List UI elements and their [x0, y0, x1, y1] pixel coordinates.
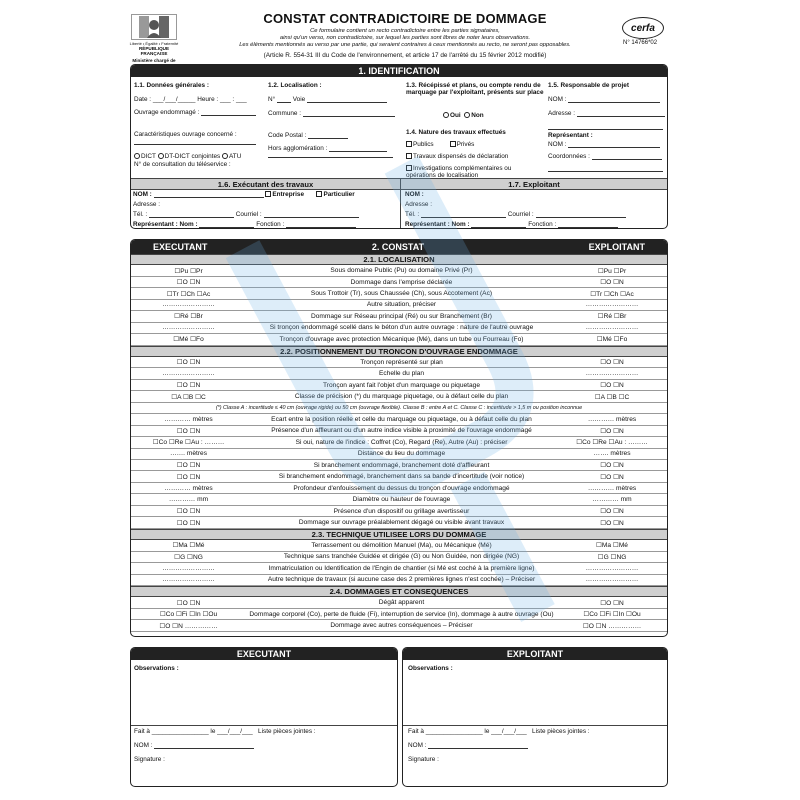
exploitant-answer[interactable]: ☐O ☐N — [600, 508, 624, 516]
label: Commune : — [268, 110, 302, 117]
exploitant-answer[interactable]: ☐O ☐N …………… — [582, 622, 642, 630]
constat-row — [131, 460, 667, 471]
label: NOM : — [134, 742, 153, 749]
exploitant-answer[interactable]: ☐Ma ☐Mé — [596, 542, 628, 550]
constat-row — [131, 506, 667, 517]
constat-row — [131, 575, 667, 586]
label: Voie — [292, 96, 306, 103]
row-label: Diamètre ou hauteur de l'ouvrage — [352, 496, 451, 504]
label: Publics — [413, 141, 434, 148]
subsection-title: 2.4. DOMMAGES ET CONSEQUENCES — [131, 586, 667, 597]
particulier-checkbox[interactable] — [316, 191, 322, 197]
executant-answer[interactable]: ☐O ☐N — [176, 462, 201, 470]
entreprise-checkbox[interactable] — [265, 191, 271, 197]
executant-answer[interactable]: ☐Mé ☐Fo — [173, 336, 204, 344]
resp-nom-input[interactable] — [568, 102, 660, 103]
constat-row — [131, 472, 667, 483]
label: Courriel : — [235, 211, 262, 218]
label: Privés — [456, 141, 475, 148]
label: NOM : — [133, 191, 152, 198]
col-executant: EXECUTANT — [153, 242, 208, 252]
exploitant-answer[interactable]: ………… mètres — [587, 484, 637, 492]
exploitant-answer[interactable]: ☐O ☐N — [600, 599, 624, 607]
exploitant-answer[interactable]: …………………… — [585, 370, 639, 378]
exploitant-answer[interactable]: ☐O ☐N — [600, 359, 624, 367]
exploitant-answer[interactable]: ☐Co ☐Fi ☐In ☐Ou — [583, 611, 641, 619]
exploitant-answer[interactable]: ☐Mé ☐Fo — [596, 336, 628, 344]
label: Représentant : Nom : — [405, 221, 470, 228]
exploitant-answer[interactable]: ☐O ☐N — [600, 519, 624, 527]
row-label: Si tronçon endommagé scellé dans le béton d'un autre ouvrage : nature de l'autre ouvrage — [269, 324, 534, 332]
num: 1.4. — [406, 129, 417, 136]
executant-answer[interactable]: ☐O ☐N — [176, 382, 201, 390]
constat-row — [131, 334, 667, 345]
constat-row — [131, 540, 667, 551]
constat-row — [131, 277, 667, 288]
executant-answer[interactable]: …………………… — [162, 301, 215, 309]
label: Oui — [450, 112, 461, 119]
label: Adresse : — [405, 201, 432, 208]
dispenses-checkbox[interactable] — [406, 153, 412, 159]
row-label: Profondeur d'enfouissement du dessus du tronçon d'ouvrage endommagé — [293, 484, 510, 492]
heading: Localisation : — [280, 82, 322, 89]
executant-answer[interactable]: ☐O ☐N — [176, 599, 201, 607]
row-label: Autre situation, préciser — [366, 301, 437, 309]
constat-row — [131, 517, 667, 528]
nom-input[interactable] — [154, 748, 254, 749]
constat-row — [131, 483, 667, 494]
executant-answer[interactable]: ☐Co ☐Fi ☐In ☐Ou — [159, 611, 218, 619]
label: Particulier — [323, 191, 355, 198]
executant-answer[interactable]: ☐Co ☐Re ☐Au : ……… — [152, 439, 225, 447]
row-label: Si oui, nature de l'indice : Coffret (Co), Regard (Re), Autre (Au) : préciser — [295, 438, 508, 446]
date-field[interactable]: Date : ___/___/_____ Heure : ___ : ___ — [134, 96, 247, 103]
label: DICT — [141, 153, 156, 160]
row-label: Echelle du plan — [378, 370, 425, 378]
coord-input[interactable] — [592, 159, 662, 160]
heading: Données générales : — [146, 82, 209, 89]
constat-row — [131, 563, 667, 574]
ministry: Ministère chargé de — [132, 58, 176, 64]
num: 1.2. — [268, 82, 279, 89]
row-label: Classe de précision (*) du marquage piquetage, ou à défaut celle du plan — [294, 393, 509, 401]
exploitant-answer[interactable]: …………………… — [585, 576, 639, 584]
label: Caractéristiques ouvrage concerné : — [134, 131, 237, 138]
atu-radio[interactable] — [222, 153, 228, 159]
executant-answer[interactable]: ☐A ☐B ☐C — [171, 393, 206, 401]
label: NOM : — [548, 141, 567, 148]
commune-input[interactable] — [303, 116, 395, 117]
label: Tél. : — [133, 211, 148, 218]
row-label: Présence d'un affleurant ou d'un autre indice visible à proximité de l'ouvrage endommagé — [271, 427, 532, 435]
row-label: Dommage sur Réseau principal (Ré) ou sur Branchement (Br) — [310, 312, 493, 320]
row-label: Distance du lieu du dommage — [357, 450, 446, 458]
constat-row — [131, 357, 667, 368]
label: Hors agglomération : — [268, 145, 328, 152]
exploitant-answer[interactable]: ☐Ré ☐Br — [597, 313, 627, 321]
sub-title: 1.7. Exploitant — [401, 179, 667, 190]
row-label: Dégât apparent — [378, 599, 425, 607]
intro-line: Les éléments mentionnés au verso par une partie, qui seraient contraires à ceux mentionnés au recto, ne seront pas opposables. — [239, 41, 571, 48]
label: Observations : — [408, 665, 453, 672]
label: DT-DICT conjointes — [164, 153, 221, 160]
label: Travaux dispensés de déclaration — [413, 153, 509, 160]
consult-field[interactable]: N° de consultation du téléservice : — [134, 161, 231, 168]
heading: Nature des travaux effectués — [418, 129, 506, 136]
executant-answer[interactable]: ☐Tr ☐Ch ☐Ac — [166, 290, 211, 298]
identification-section — [130, 64, 668, 229]
constat-row — [131, 449, 667, 460]
num: 1.1. — [134, 82, 145, 89]
row-label: Sous domaine Public (Pu) ou domaine Privé (Pr) — [330, 267, 473, 275]
section-title: 2. CONSTAT — [371, 242, 425, 252]
row-label: Dommage corporel (Co), perte de fluide (Fi), interruption de service (In), dommage à autre ouvrage (Ou) — [249, 610, 554, 618]
resp-adresse-input[interactable] — [577, 116, 665, 117]
heading: Responsable de projet — [560, 82, 629, 89]
label: NOM : — [408, 742, 427, 749]
label: Ouvrage endommagé : — [134, 109, 200, 116]
row-label: Sous Trottoir (Tr), sous Chaussée (Ch), sous Accotement (Ac) — [310, 290, 493, 298]
subsection-title: 2.3. TECHNIQUE UTILISEE LORS DU DOMMAGE — [131, 529, 667, 540]
constat-row — [131, 620, 667, 631]
label: N° — [268, 96, 276, 103]
fait-field[interactable]: Fait à ________________ le ___/___/___ — [408, 728, 527, 735]
carac-input[interactable] — [134, 144, 256, 145]
executant-answer[interactable]: ☐O ☐N — [176, 519, 201, 527]
row-label: Ecart entre la position réelle et celle du marquage ou piquetage, ou à défaut celle du plan — [271, 415, 532, 423]
constat-row — [131, 437, 667, 448]
cp-input[interactable] — [308, 138, 348, 139]
intro-line: ainsi qu'un verso, non contradictoire, sur lequel les parties sont libres de noter leurs observations. — [279, 34, 531, 41]
non-radio[interactable] — [464, 112, 470, 118]
executant-answer[interactable]: ☐Pu ☐Pr — [174, 267, 203, 275]
label: NOM : — [405, 191, 424, 198]
label: Fonction : — [256, 221, 285, 228]
dtdict-radio[interactable] — [158, 153, 164, 159]
label: Adresse : — [548, 110, 575, 117]
label: Liste pièces jointes : — [258, 728, 316, 735]
label: Adresse : — [133, 201, 160, 208]
executant-answer[interactable]: ☐O ☐N — [176, 359, 201, 367]
marianne-icon — [131, 14, 177, 40]
constat-row — [131, 414, 667, 425]
publics-checkbox[interactable] — [406, 141, 412, 147]
exploitant-answer[interactable]: …………………… — [585, 324, 639, 332]
row-label: Tronçon d'ouvrage avec protection Mécanique (Mé), dans un tube ou Fourreau (Fo) — [279, 335, 524, 343]
exploitant-answer[interactable]: ☐Pu ☐Pr — [597, 267, 627, 275]
section-title: 1. IDENTIFICATION — [131, 65, 667, 77]
label: Code Postal : — [268, 132, 307, 139]
executant-answer[interactable]: ………… mm — [168, 496, 209, 504]
exploitant-observations — [402, 647, 668, 787]
label: NOM : — [548, 96, 567, 103]
row-label: Technique sans tranchée Guidée et dirigée (G) ou Non Guidée, non dirigée (NG) — [283, 553, 520, 561]
constat-section — [130, 239, 668, 637]
executant-answer[interactable]: ☐O ☐N — [176, 279, 201, 287]
exploitant-answer[interactable]: ☐O ☐N — [600, 473, 624, 481]
label: Fonction : — [528, 221, 557, 228]
ouvrage-input[interactable] — [201, 115, 256, 116]
intro-line: Ce formulaire contient un recto contradictoire entre les parties signataires, — [310, 28, 500, 34]
executant-answer[interactable]: ………… mètres — [164, 415, 213, 423]
constat-row — [131, 609, 667, 620]
exploitant-answer[interactable]: ☐G ☐NG — [597, 553, 627, 561]
label: Signature : — [134, 756, 165, 763]
label: Courriel : — [507, 211, 534, 218]
executant-answer[interactable]: …………………… — [162, 370, 215, 378]
constat-row — [131, 391, 667, 402]
constat-row — [131, 265, 667, 276]
hors-input[interactable] — [329, 151, 387, 152]
exploitant-answer[interactable]: …………………… — [585, 301, 639, 309]
exploitant-answer[interactable]: ☐Tr ☐Ch ☐Ac — [590, 290, 634, 298]
constat-row — [131, 426, 667, 437]
executant-answer[interactable]: ☐O ☐N …………… — [159, 622, 218, 630]
block-title: EXPLOITANT — [403, 648, 667, 660]
executant-answer[interactable]: …………………… — [162, 324, 215, 332]
constat-row — [131, 494, 667, 505]
executant-answer[interactable]: …………………… — [162, 576, 215, 584]
label: Non — [471, 112, 484, 119]
exploitant-answer[interactable]: ☐O ☐N — [600, 279, 624, 287]
label: Représentant : — [548, 132, 593, 139]
logo-motto: Liberté • Égalité • Fraternité — [129, 41, 179, 46]
row-label: Terrassement ou démolition Manuel (Ma), ou Mécanique (Mé) — [311, 541, 492, 549]
constat-row — [131, 380, 667, 391]
label: Investigations complémentaires ou opérations de localisation — [406, 165, 512, 180]
logo-rf: RÉPUBLIQUE FRANÇAISE — [138, 46, 170, 57]
cerfa-number: N° 14766*02 — [623, 40, 658, 46]
voie-input[interactable] — [307, 102, 387, 103]
executant-answer[interactable]: ☐G ☐NG — [174, 553, 203, 561]
row-label: Tronçon ayant fait l'objet d'un marquage ou piquetage — [323, 381, 480, 389]
executant-answer[interactable]: ☐O ☐N — [176, 473, 201, 481]
constat-row — [131, 323, 667, 334]
executant-answer[interactable]: ……. mètres — [169, 450, 207, 458]
label: Représentant : Nom : — [133, 221, 198, 228]
oui-radio[interactable] — [443, 112, 449, 118]
class-note: (*) Classe A : incertitude ≤ 40 cm (ouvrage rigide) ou 50 cm (ouvrage flexible). Classe B : entre A et C. Classe C : incertitude > 1,5 m ou position inconnue — [131, 403, 667, 414]
exploitant-answer[interactable]: ………… mètres — [587, 415, 637, 423]
fait-field[interactable]: Fait à ________________ le ___/___/___ — [134, 728, 253, 735]
num: 1.5. — [548, 82, 559, 89]
row-label: Dommage dans l'emprise déclarée — [350, 278, 453, 286]
exploitant-answer[interactable]: ☐O ☐N — [600, 462, 624, 470]
executant-answer[interactable]: ☐Ré ☐Br — [174, 313, 203, 321]
row-label: Si branchement endommagé, branchement doté d'affleurant — [313, 461, 490, 469]
exploitant-answer[interactable]: ………… mm — [592, 496, 632, 504]
row-label: Présence d'un dispositif ou grillage avertisseur — [333, 507, 470, 515]
exploitant-answer[interactable]: …………………… — [585, 564, 639, 572]
num: 1.3. — [406, 82, 417, 89]
executant-answer[interactable]: ☐O ☐N — [176, 427, 201, 435]
executant-answer[interactable]: ☐Ma ☐Mé — [172, 542, 205, 550]
block-title: EXECUTANT — [131, 648, 397, 660]
exploitant-answer[interactable]: ☐A ☐B ☐C — [594, 393, 630, 401]
label: Signature : — [408, 756, 439, 763]
executant-answer[interactable]: ………… mètres — [164, 484, 213, 492]
label: Tél. : — [405, 211, 420, 218]
executant-observations — [130, 647, 398, 787]
constat-row — [131, 598, 667, 609]
cerfa-logo: cerfa — [622, 17, 664, 39]
exploitant-block — [401, 178, 667, 228]
constat-row — [131, 288, 667, 299]
row-label: Si branchement endommagé, branchement dans sa bande d'incertitude (voir notice) — [278, 473, 525, 481]
constat-row — [131, 552, 667, 563]
executant-answer[interactable]: …………………… — [162, 564, 215, 572]
subsection-title: 2.2. POSITIONNEMENT DU TRONCON D'OUVRAGE ENDOMMAGE — [131, 346, 667, 357]
header — [190, 11, 620, 59]
exploitant-answer[interactable]: ☐O ☐N — [600, 427, 624, 435]
dict-radio[interactable] — [134, 153, 140, 159]
row-label: Dommage avec autres conséquences – Préciser — [330, 622, 473, 630]
investigations-checkbox[interactable] — [406, 165, 412, 171]
row-label: Dommage sur ouvrage préalablement dégagé ou visible avant travaux — [298, 519, 505, 527]
sub-title: 1.6. Exécutant des travaux — [131, 179, 400, 190]
nom-input[interactable] — [428, 748, 528, 749]
label: Observations : — [134, 665, 179, 672]
executant-block — [131, 178, 401, 228]
prives-checkbox[interactable] — [450, 141, 456, 147]
label: Entreprise — [272, 191, 305, 198]
row-label: Tronçon représenté sur plan — [360, 358, 443, 366]
row-label: Immatriculation ou Identification de l'Engin de chantier (si Mé est coché à la première ligne) — [268, 564, 535, 572]
executant-answer[interactable]: ☐O ☐N — [176, 508, 201, 516]
heading: Récépissé et plans, ou compte rendu de marquage par l'exploitant, présents sur place — [406, 82, 544, 97]
exploitant-answer[interactable]: ☐O ☐N — [600, 382, 624, 390]
constat-row — [131, 369, 667, 380]
republic-logo — [128, 14, 180, 69]
col-exploitant: EXPLOITANT — [588, 242, 645, 252]
page-title: CONSTAT CONTRADICTOIRE DE DOMMAGE — [263, 11, 547, 26]
exploitant-answer[interactable]: ……. mètres — [593, 450, 631, 458]
label: Coordonnées : — [548, 153, 590, 160]
label: Liste pièces jointes : — [532, 728, 590, 735]
constat-row — [131, 311, 667, 322]
row-label: Autre technique de travaux (si aucune case des 2 premières lignes n'est cochée) – Préciser — [267, 576, 536, 584]
rep-nom-input[interactable] — [568, 147, 660, 148]
constat-rows — [131, 254, 667, 636]
constat-row — [131, 300, 667, 311]
article-ref: (Article R. 554-31 III du Code de l'environnement, et article 17 de l'arrêté du 15 février 2012 modifié) — [263, 51, 547, 59]
subsection-title: 2.1. LOCALISATION — [131, 254, 667, 265]
exploitant-answer[interactable]: ☐Co ☐Re ☐Au : ……… — [576, 439, 648, 447]
label: ATU — [229, 153, 242, 160]
